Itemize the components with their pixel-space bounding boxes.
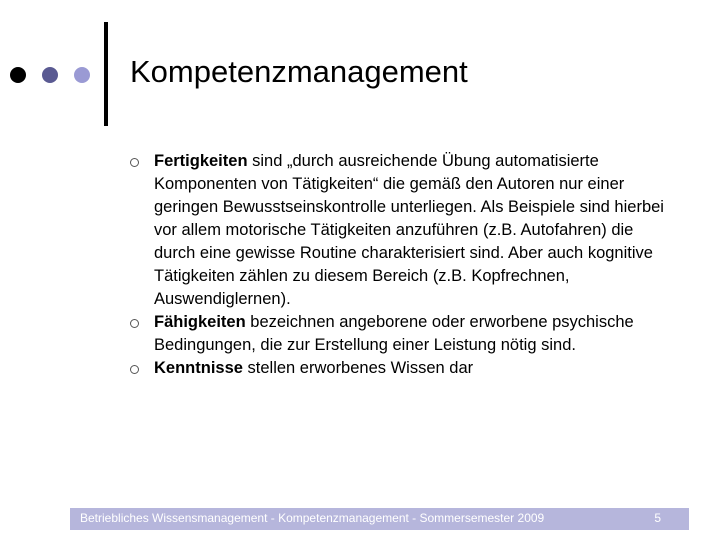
footer-bar: [70, 508, 689, 530]
bullet-item-faehigkeiten: [130, 311, 675, 357]
slide-title: Kompetenzmanagement: [130, 54, 468, 89]
bullet-circle-icon: [130, 158, 139, 167]
bullet-term: Fertigkeiten: [154, 152, 248, 170]
bullet-list: [130, 150, 675, 380]
bullet-term: Fähigkeiten: [154, 313, 246, 331]
dot-black: [10, 67, 26, 83]
title-divider-line: [104, 22, 108, 126]
dot-dark-violet: [42, 67, 58, 83]
bullet-item-fertigkeiten: [130, 150, 675, 311]
page-number: 5: [654, 511, 661, 525]
bullet-item-kenntnisse: [130, 357, 675, 380]
bullet-circle-icon: [130, 319, 139, 328]
bullet-circle-icon: [130, 365, 139, 374]
bullet-text: stellen erworbenes Wissen dar: [242, 359, 474, 377]
bullet-text: bezeichnen angeborene oder erworbene psychische Bedingungen, die zur Erstellung einer Leistung nötig sind.: [154, 313, 634, 354]
footer-text: Betriebliches Wissensmanagement - Kompetenzmanagement - Sommersemester 2009: [80, 511, 545, 525]
bullet-term: Kenntnisse: [154, 359, 243, 377]
bullet-text: sind „durch ausreichende Übung automatisierte Komponenten von Tätigkeiten“ die gemäß den Autoren nur einer geringen Bewusstseinskontrolle unterliegen. Als Beispiele sind hierbei vor allem motorische Tätigkeiten anzuführen (z.B. Autofahren) die durch eine gewisse Routine charakterisiert sind. Aber auch kognitive Tätigkeiten zählen zu diesem Bereich (z.B. Kopfrechnen, Auswendiglernen).: [154, 152, 664, 308]
dot-light-violet: [74, 67, 90, 83]
